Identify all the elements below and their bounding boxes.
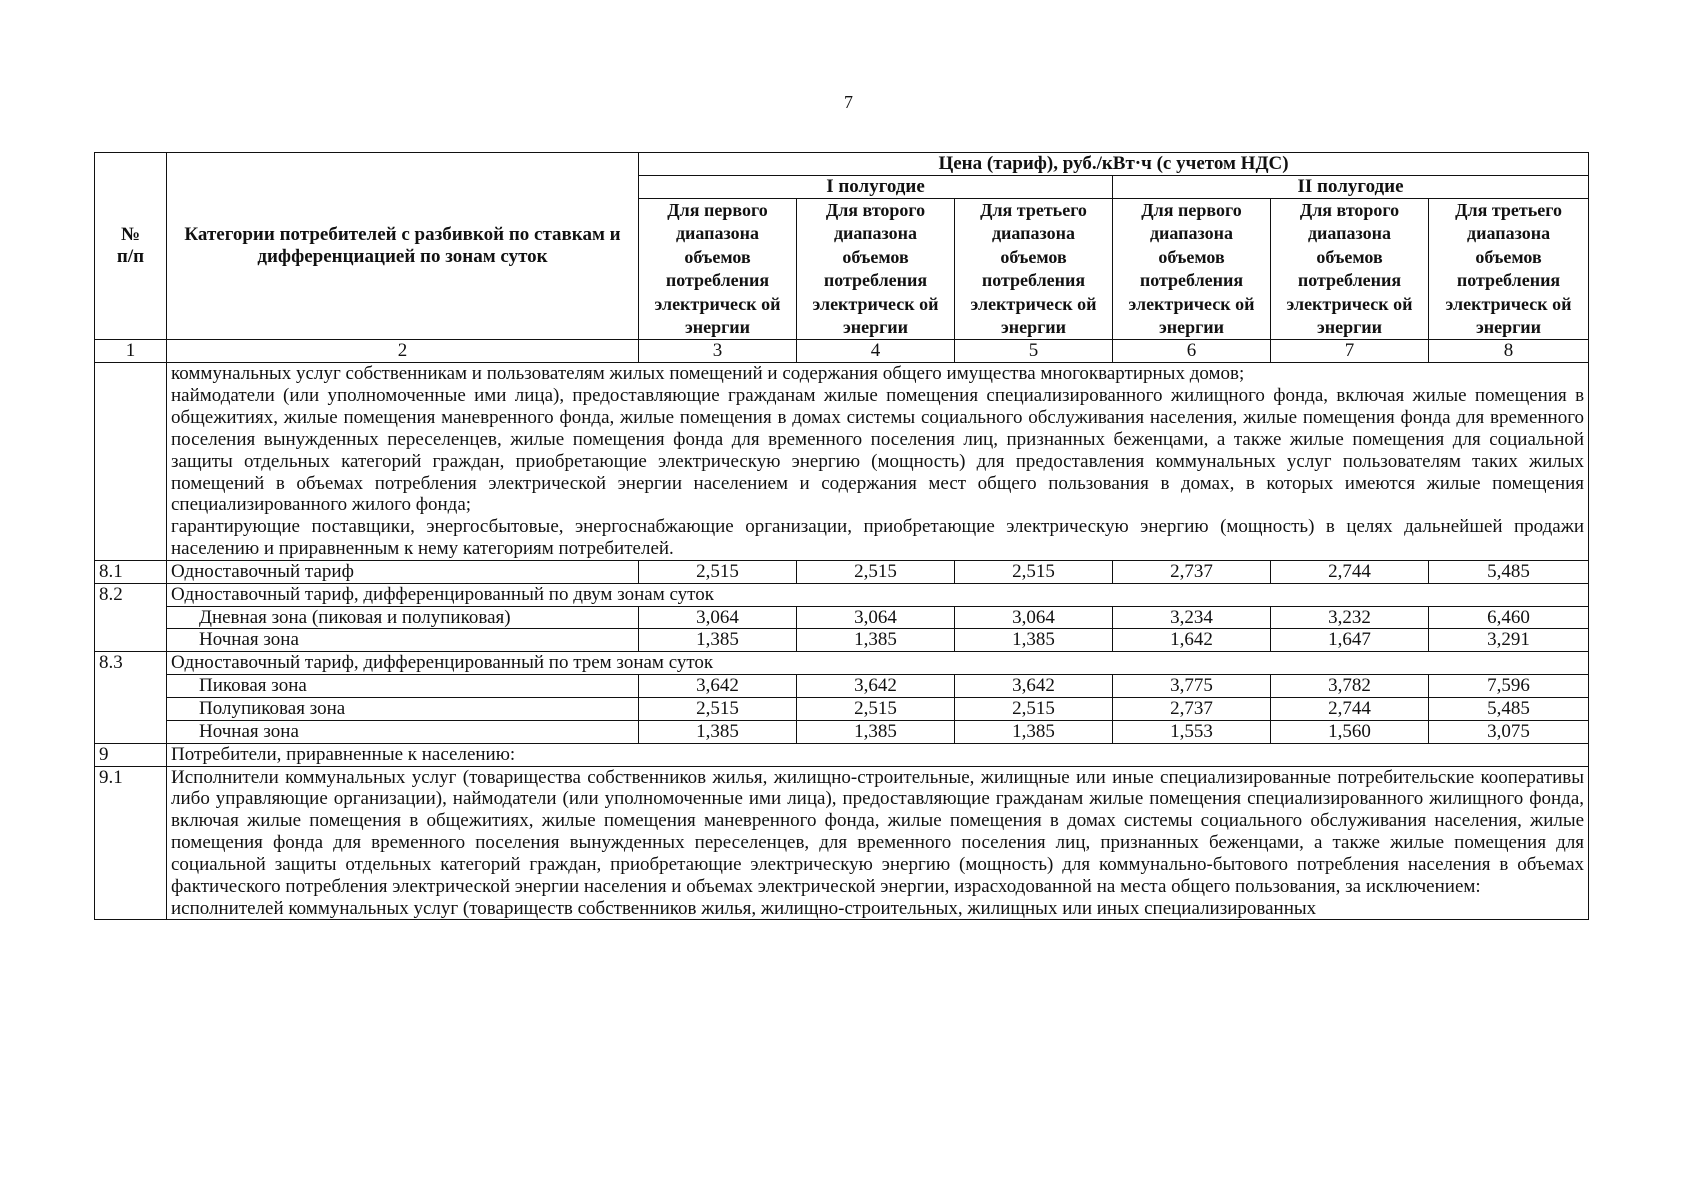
header-h1-range-2: Для второго диапазона объемов потребления электрическ ой энергии [797,199,955,340]
value-cell: 1,647 [1271,629,1429,652]
header-h1-range-3: Для третьего диапазона объемов потребления электрическ ой энергии [955,199,1113,340]
header-category: Категории потребителей с разбивкой по ставкам и дифференциацией по зонам суток [167,153,639,340]
value-cell: 2,515 [639,560,797,583]
column-number: 6 [1113,340,1271,363]
header-half-1: I полугодие [639,176,1113,199]
continuation-paragraph: гарантирующие поставщики, энергосбытовые, энергоснабжающие организации, приобретающие электрическую энергию (мощность) в целях дальнейшей продажи населению и приравненным к нему категориям потребителей. [171,516,1585,560]
row-label: Ночная зона [167,720,639,743]
row-number: 9.1 [95,766,167,920]
value-cell: 1,642 [1113,629,1271,652]
value-cell: 2,737 [1113,698,1271,721]
value-cell: 1,385 [955,720,1113,743]
row-number: 8.1 [95,560,167,583]
header-h2-range-2: Для второго диапазона объемов потребления электрическ ой энергии [1271,199,1429,340]
header-h2-range-1: Для первого диапазона объемов потребления электрическ ой энергии [1113,199,1271,340]
value-cell: 5,485 [1429,560,1589,583]
row-number: 8.2 [95,583,167,606]
row-label: Пиковая зона [167,675,639,698]
value-cell: 7,596 [1429,675,1589,698]
table-row [95,720,1589,743]
value-cell: 3,064 [955,606,1113,629]
row-number: 9 [95,743,167,766]
value-cell: 2,515 [639,698,797,721]
column-number: 1 [95,340,167,363]
table-row [95,583,1589,606]
tariff-table [94,152,1589,920]
value-cell: 1,560 [1271,720,1429,743]
value-cell: 3,775 [1113,675,1271,698]
value-cell: 3,642 [955,675,1113,698]
value-cell: 1,385 [955,629,1113,652]
table-row [95,766,1589,920]
row-label: Потребители, приравненные к населению: [167,743,1589,766]
header-h2-range-3: Для третьего диапазона объемов потребления электрическ ой энергии [1429,199,1589,340]
page-number: 7 [844,92,853,112]
row-number: 8.3 [95,652,167,675]
value-cell: 1,385 [797,629,955,652]
continuation-text [167,363,1589,561]
row-label: Одноставочный тариф, дифференцированный по трем зонам суток [167,652,1589,675]
value-cell: 3,642 [639,675,797,698]
value-cell: 2,744 [1271,698,1429,721]
column-number: 5 [955,340,1113,363]
row-number-empty [95,675,167,698]
value-cell: 3,291 [1429,629,1589,652]
header-row-number: № п/п [95,153,167,340]
value-cell: 2,515 [797,698,955,721]
value-cell: 2,744 [1271,560,1429,583]
table-row [95,675,1589,698]
row-number-empty [95,698,167,721]
row-label: Полупиковая зона [167,698,639,721]
column-number: 7 [1271,340,1429,363]
continuation-paragraph: коммунальных услуг собственникам и пользователям жилых помещений и содержания общего имущества многоквартирных домов; [171,363,1245,385]
column-number: 2 [167,340,639,363]
continuation-row [95,363,1589,561]
value-cell: 3,064 [639,606,797,629]
row-label: Одноставочный тариф [167,560,639,583]
row-paragraph: Исполнители коммунальных услуг (товарищества собственников жилья, жилищно-строительные, жилищные или иные специализированные потребительские кооперативы либо управляющие организации), наймодатели (или уполномоченные ими лица), предоставляющие гражданам жилые помещения специализированного жилищного фонда, включая жилые помещения в общежитиях, жилые помещения маневренного фонда, жилые помещения в домах системы социального обслуживания населения, жилые помещения фонда для временного поселения вынужденных переселенцев, для временного поселения лиц, признанных беженцами, а также жилые помещения для социальной защиты отдельных категорий граждан, приобретающие электрическую энергию (мощность) для коммунально-бытового потребления населения в объемах фактического потребления электрической энергии населения и объемах электрической энергии, израсходованной на места общего пользования, за исключением: [171,766,1585,897]
table-row [95,698,1589,721]
table-row [95,629,1589,652]
value-cell: 3,064 [797,606,955,629]
row-label: Ночная зона [167,629,639,652]
value-cell: 2,515 [797,560,955,583]
value-cell: 2,737 [1113,560,1271,583]
value-cell: 1,385 [639,720,797,743]
value-cell: 2,515 [955,560,1113,583]
table-row [95,606,1589,629]
value-cell: 3,234 [1113,606,1271,629]
row-paragraph: исполнителей коммунальных услуг (товариществ собственников жилья, жилищно-строительных, жилищных или иных специализированных [171,897,1317,919]
column-number: 8 [1429,340,1589,363]
row-number-empty [95,720,167,743]
header-half-2: II полугодие [1113,176,1589,199]
row-label: Дневная зона (пиковая и полупиковая) [167,606,639,629]
value-cell: 2,515 [955,698,1113,721]
column-number-row [95,340,1589,363]
header-row-1 [95,153,1589,176]
row-description [167,766,1589,920]
continuation-row-number [95,363,167,561]
column-number: 4 [797,340,955,363]
row-number-empty [95,629,167,652]
table-row [95,652,1589,675]
value-cell: 3,782 [1271,675,1429,698]
column-number: 3 [639,340,797,363]
value-cell: 3,075 [1429,720,1589,743]
table-row [95,743,1589,766]
value-cell: 5,485 [1429,698,1589,721]
row-number-empty [95,606,167,629]
value-cell: 1,553 [1113,720,1271,743]
table-row [95,560,1589,583]
value-cell: 1,385 [639,629,797,652]
value-cell: 3,232 [1271,606,1429,629]
value-cell: 6,460 [1429,606,1589,629]
value-cell: 3,642 [797,675,955,698]
row-label: Одноставочный тариф, дифференцированный по двум зонам суток [167,583,1589,606]
value-cell: 1,385 [797,720,955,743]
header-h1-range-1: Для первого диапазона объемов потребления электрическ ой энергии [639,199,797,340]
continuation-paragraph: наймодатели (или уполномоченные ими лица), предоставляющие гражданам жилые помещения специализированного жилищного фонда, включая жилые помещения в общежитиях, жилые помещения маневренного фонда, жилые помещения в домах системы социального обслуживания населения, жилые помещения фонда для временного поселения вынужденных переселенцев, жилые помещения фонда для временного поселения лиц, признанных беженцами, а также жилые помещения для социальной защиты отдельных категорий граждан, приобретающие электрическую энергию (мощность) для предоставления коммунальных услуг пользователям таких жилых помещений в объемах потребления электрической энергии населением и содержания мест общего пользования в домах, в которых имеются жилые помещения специализированного жилого фонда; [171,385,1585,516]
header-price-title: Цена (тариф), руб./кВт·ч (с учетом НДС) [639,153,1589,176]
